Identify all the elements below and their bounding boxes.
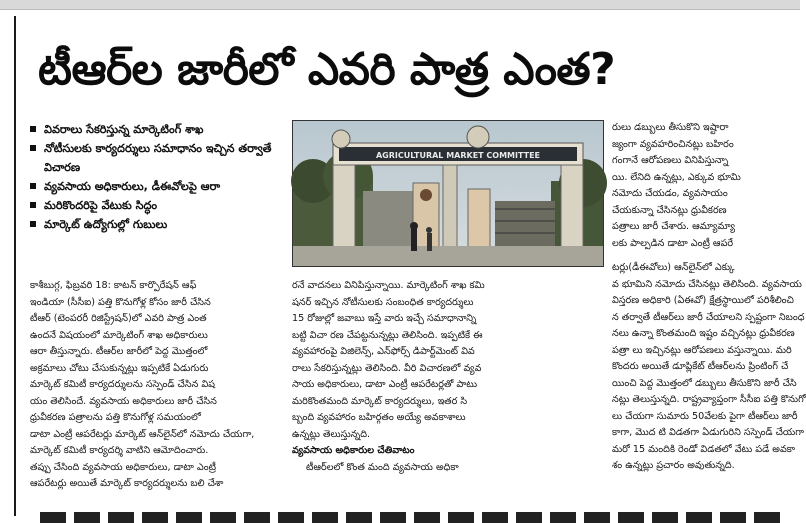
text-line: నలు ఉన్నా కొంతమంది ఇష్టం వచ్చినట్లు ధ్రువీకరణ [612,328,795,339]
bullet-item [30,215,280,234]
text-line: న తర్వాతే టీఆర్‌లు జారీ చేయాలని స్పష్టంగా నిబంధ [612,311,805,323]
bullet-text: వివరాలు సేకరిస్తున్న మార్కెటింగ్‌ శాఖ [44,123,204,136]
bullet-square-icon [30,221,36,227]
text-line: బట్టి విచా రణ చేపట్టనున్నట్లు తెలిసింది. ఇప్పటికే ఈ [292,329,483,341]
bullet-square-icon [30,183,36,189]
text-line: నట్లు తెలుస్తున్నది. రాష్ట్రవ్యాప్తంగా సీసీఐ పత్తి కొనుగో [612,394,806,405]
highlight-bullets [30,120,280,234]
text-line: నమోదు చేయడం, వ్యవసాయం [612,188,728,199]
text-line: ఆరా తీస్తున్నారు. టీఆర్‌ల జారీలో పెద్ద మొత్తంలో [30,346,208,357]
text-line: యించి పెద్ద మొత్తంలో డబ్బులు తీసుకొని జారీ చేసి [612,377,797,389]
text-line: లు చేయగా సుమారు 50వేలకు పైగా టీఆర్‌లు జారీ [612,410,798,422]
text-line: 15 రోజుల్లో జవాబు ఇస్తే వారు ఇచ్చే సమాధానాన్ని [292,313,477,324]
text-line: చేయకున్నా చేసినట్లు ధ్రువీకరణ [612,204,727,216]
text-line: మరో 15 మందికి రెండో విడతలో వేటు పడే అవకా [612,443,796,455]
text-line: షనర్‌ ఇచ్చిన నోటీసులకు సంబంధిత కార్యదర్శులు [292,296,474,308]
bullet-item [30,139,280,177]
article-column-2 [292,278,597,476]
section-subhead: వ్యవసాయ అధికారుల చేతివాటం [292,445,415,456]
text-line: టీఆర్‌లలో కొంత మంది వ్యవసాయ అధికా [306,461,459,473]
text-line: కొందరు అయితే డూప్లికేట్‌ టీఆర్‌లను ప్రింటింగ్‌ చే [612,361,789,372]
text-line: ఉందనే విషయంలో మార్కెటింగ్‌ శాఖ అధికారులు [30,329,208,341]
bullet-square-icon [30,126,36,132]
text-line: మార్కెట్‌ కమిటీ కార్యదర్శి వాటిని ఆమోదించారు. [30,445,209,456]
text-line: లకు పాల్పడిన డాటా ఎంట్రీ ఆపరే [612,237,734,249]
text-line: ఇండియా (సీసీఐ) పత్తి కొనుగోళ్ల కోసం జారీ చేసిన [30,296,211,308]
article-column-4 [612,260,806,475]
text-line: శం ఉన్నట్లు ప్రచారం అవుతున్నది. [612,460,735,471]
text-line: టర్లు(డీఈవోలు) ఆన్‌లైన్‌లో ఎక్కు [612,262,735,273]
text-line: సాయ అధికారులు, డాటా ఎంట్రీ ఆపరేటర్లతో పాటు [292,379,478,390]
text-line: పత్రాలు జారీ చేశారు. ఆమ్యామ్యా [612,221,736,232]
text-line: రాలు సేకరిస్తున్నట్లు తెలిసింది. వీరి విచారణలో వ్యవ [292,362,482,374]
market-gate-illustration [293,121,603,266]
text-line: తప్పు చేసింది వ్యవసాయ అధికారులు, డాటా ఎంట్రీ [30,461,216,473]
article-column-3 [612,120,772,252]
gate-sign-text: AGRICULTURAL MARKET COMMITTEE [375,151,541,160]
text-line: యం తెలిసిందే. వ్యవసాయ అధికారులు జారీ చేసిన [30,395,217,407]
bullet-square-icon [30,202,36,208]
text-line: టీఆర్‌ (టెంపరరీ రిజిస్ట్రేషన్‌)లో ఎవరి పాత్ర ఎంత [30,313,207,324]
text-line: విస్తరణ అధికారి (ఏఈవో) క్షేత్రస్థాయిలో పరిశీలించి [612,295,794,306]
text-line: అక్రమాలు చోటు చేసుకున్నట్లు ఇప్పటికే ఏడుగురు [30,362,209,374]
column-rule [14,16,16,516]
bullet-square-icon [30,145,36,151]
text-line: మరికొంతమంది మార్కెట్‌ కార్యదర్శులు, ఇతర సి [292,395,468,407]
article-column-1 [30,278,280,493]
bullet-item [30,120,280,139]
text-line: జ్యంగా వ్యవహరించినట్లు బహిరం [612,138,734,150]
next-headline-strip [40,508,780,523]
text-line: రనే వాదనలు వినిపిస్తున్నాయి. మార్కెటింగ్‌ శాఖ కమి [292,280,485,291]
bullet-text: నోటీసులకు కార్యదర్శులు సమాధానం ఇచ్చిన తర్వాతే విచారణ [44,142,272,174]
text-line: పత్రా లు ఇచ్చినట్లు ఆరోపణలు వస్తున్నాయి. మరి [612,344,792,356]
bullet-text: మార్కెట్‌ ఉద్యోగుల్లో గుబులు [44,218,168,231]
text-line: కాగా, మొద టి విడతగా ఏడుగురిని సస్పెండ్‌ చేయగా [612,427,805,438]
text-line: ఉన్నట్లు తెలుస్తున్నది. [292,428,371,440]
text-line: బ్బంది వ్యవహారం బహిర్గతం అయ్యే అవకాశాలు [292,412,466,423]
bullet-item [30,177,280,196]
text-line: మార్కెట్‌ కమిటీ కార్యదర్శులను సస్పెండ్‌ చేసిన విష [30,379,216,390]
bullet-text: వ్యవసాయ అధికారులు, డీఈవోలపై ఆరా [44,180,221,193]
text-line: ఆపరేటర్లు అయితే మార్కెట్‌ కార్యదర్శులను బలి చేశా [30,478,224,489]
text-line: డాటా ఎంట్రీ ఆపరేటర్లు మార్కెట్‌ ఆన్‌లైన్‌లో నమోదు చేయగా, [30,428,255,440]
text-line: ధ్రువీకరణ పత్రాలను పత్తి కొనుగోళ్ల సమయంలో [30,412,201,423]
text-line: గంగానే ఆరోపణలు వినిపిస్తున్నా [612,155,729,166]
bullet-text: మరికొందరిపై వేటుకు సిద్ధం [44,199,158,212]
text-line: వ భూమిని నమోదు చేసినట్లు తెలిసింది. వ్యవసాయ [612,278,802,290]
bullet-item [30,196,280,215]
text-line: రులు డబ్బులు తీసుకొని ఇష్టారా [612,122,729,133]
text-line: కాశీబుగ్గ, ఫిబ్రవరి 18: కాటన్‌ కార్పొరేషన్‌ ఆఫ్‌ [30,280,197,291]
headline: టీఆర్‌ల జారీలో ఎవరి పాత్ర ఎంత? [38,44,616,95]
text-line: యి. లేనిది ఉన్నట్లు, ఎక్కువ భూమి [612,171,741,183]
previous-page-strip [0,0,800,10]
market-committee-photo [292,120,604,267]
text-line: వ్యవహారంపై విజిలెన్స్‌, ఎన్‌ఫోర్స్‌ డిపార్ట్‌మెంట్‌ వివ [292,346,475,357]
